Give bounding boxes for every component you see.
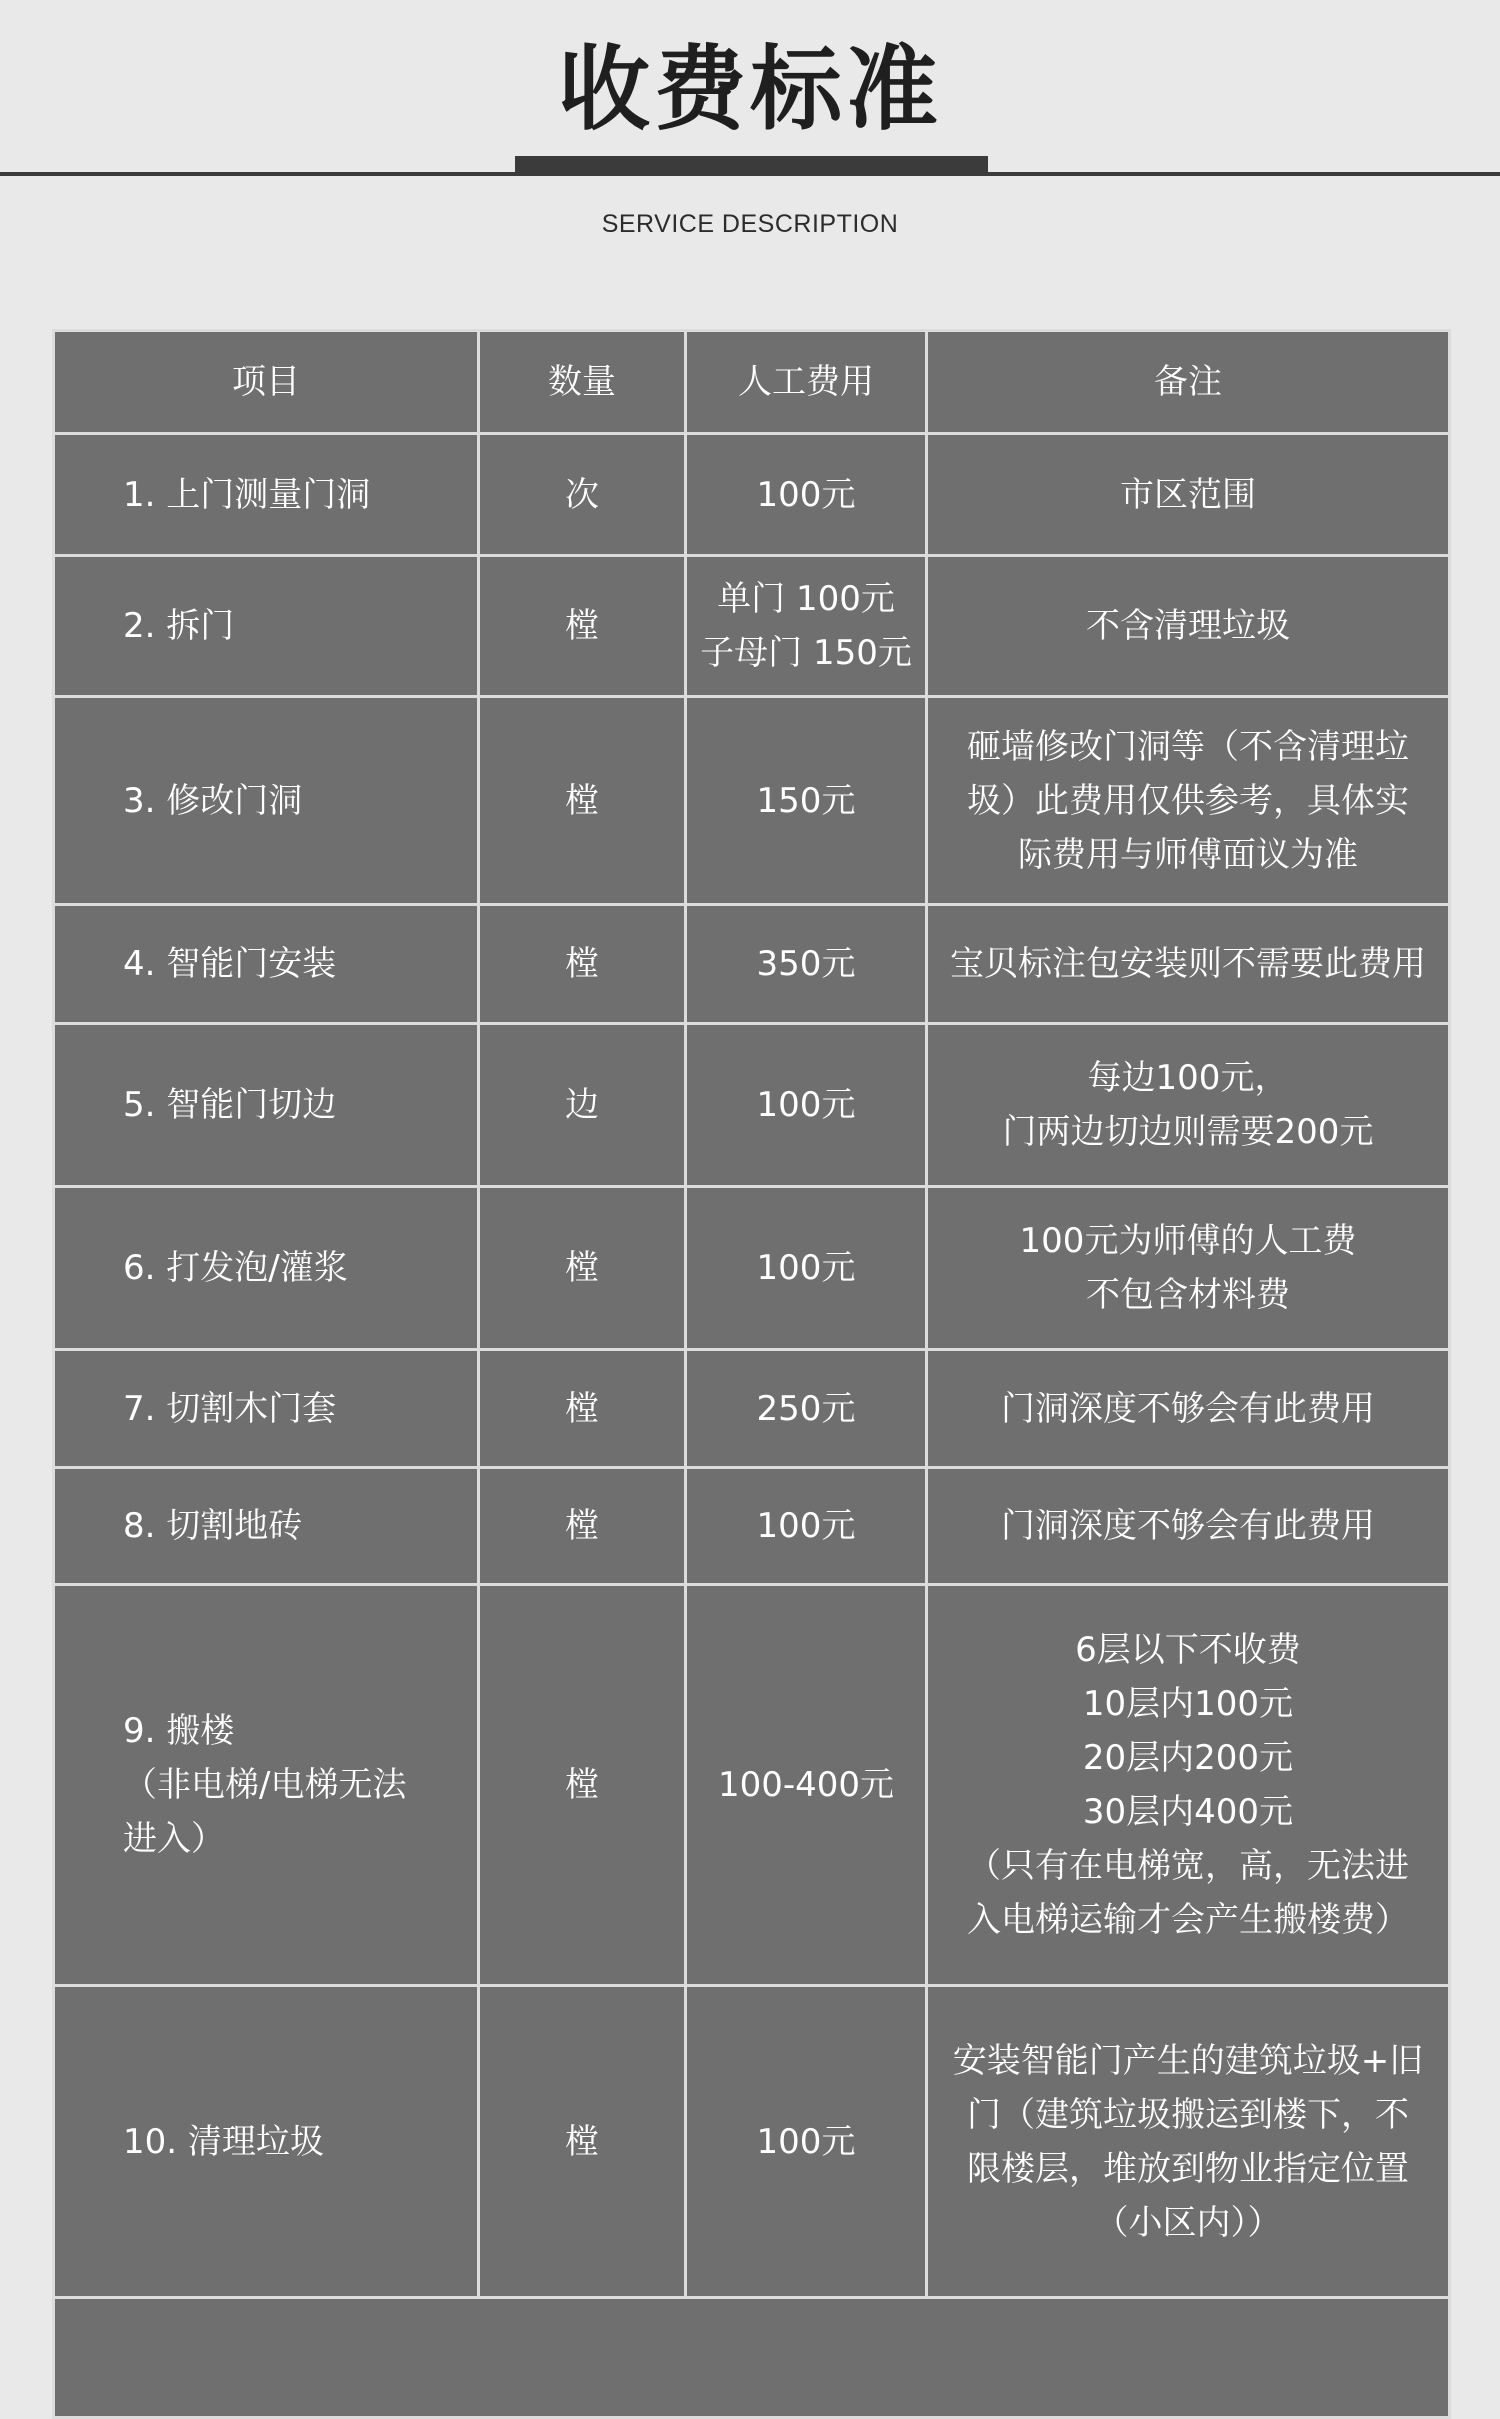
row-note-line: 际费用与师傅面议为准 (1018, 834, 1358, 875)
row-item-cell (54, 905, 479, 1024)
row-item-cell (54, 1024, 479, 1187)
row-note-line: 30层内400元 (1082, 1792, 1294, 1832)
row-fee-cell (686, 1350, 927, 1468)
row-note-line: 入电梯运输才会产生搬楼费） (967, 1900, 1409, 1940)
row-item-line: 10. 清理垃圾 (123, 2121, 324, 2162)
row-fee-cell (686, 556, 927, 697)
fee-table (52, 329, 1451, 2419)
page-subtitle: SERVICE DESCRIPTION (601, 210, 899, 238)
table-row-continuation (54, 2298, 1450, 2418)
row-note-line: 宝贝标注包安装则不需要此费用 (950, 944, 1426, 984)
table-row (54, 1468, 1450, 1585)
row-note-cell (927, 556, 1450, 697)
page-title: 收费标准 (557, 36, 942, 143)
row-item-line: 8. 切割地砖 (123, 1506, 303, 1546)
row-fee-line: 100元 (756, 1506, 856, 1546)
row-note-line: 10层内100元 (1082, 1684, 1294, 1724)
row-fee-line: 100元 (756, 1085, 856, 1125)
row-note-line: 门洞深度不够会有此费用 (1001, 1506, 1375, 1546)
row-item-line: 进入） (123, 1819, 225, 1859)
row-note-line: 门（建筑垃圾搬运到楼下，不 (967, 2094, 1409, 2135)
row-note-line: （只有在电梯宽，高，无法进 (967, 1846, 1409, 1886)
table-row (54, 697, 1450, 905)
row-quantity-cell: 樘 (479, 1350, 686, 1468)
row-fee-cell (686, 1585, 927, 1986)
row-quantity-cell: 边 (479, 1024, 686, 1187)
header-accent-bar (515, 156, 988, 174)
row-fee-cell (686, 434, 927, 556)
row-note-cell (927, 434, 1450, 556)
row-note-cell (927, 905, 1450, 1024)
row-item-cell (54, 434, 479, 556)
row-fee-line: 单门 100元 (717, 579, 895, 619)
table-row (54, 1350, 1450, 1468)
row-item-cell (54, 556, 479, 697)
row-quantity-cell: 樘 (479, 1468, 686, 1585)
row-quantity-cell: 樘 (479, 1187, 686, 1350)
row-note-cell (927, 1585, 1450, 1986)
column-header-quantity: 数量 (479, 331, 686, 434)
row-fee-line: 100元 (756, 474, 856, 515)
row-note-cell (927, 1187, 1450, 1350)
row-item-line: （非电梯/电梯无法 (123, 1765, 407, 1805)
row-quantity-cell: 次 (479, 434, 686, 556)
row-fee-line: 100元 (756, 1248, 856, 1288)
row-note-line: 砸墙修改门洞等（不含清理垃 (967, 726, 1409, 767)
column-header-note: 备注 (927, 331, 1450, 434)
row-note-line: 安装智能门产生的建筑垃圾+旧 (952, 2040, 1424, 2081)
page-header (0, 0, 1500, 260)
row-note-line: 圾）此费用仅供参考，具体实 (967, 780, 1409, 821)
row-note-line: 100元为师傅的人工费 (1019, 1221, 1357, 1261)
table-row (54, 1024, 1450, 1187)
row-quantity-cell: 樘 (479, 1585, 686, 1986)
row-item-cell (54, 697, 479, 905)
row-quantity-cell: 樘 (479, 697, 686, 905)
table-row (54, 434, 1450, 556)
row-item-line: 7. 切割木门套 (123, 1388, 337, 1429)
row-fee-line: 350元 (756, 944, 856, 984)
row-item-line: 4. 智能门安装 (123, 944, 337, 984)
column-header-item: 项目 (54, 331, 479, 434)
row-item-line: 3. 修改门洞 (123, 780, 303, 821)
row-quantity-cell: 樘 (479, 1986, 686, 2298)
row-note-cell (927, 697, 1450, 905)
row-item-line: 2. 拆门 (123, 606, 235, 646)
row-fee-cell (686, 1187, 927, 1350)
table-row (54, 905, 1450, 1024)
row-item-cell (54, 1187, 479, 1350)
row-note-cell (927, 1986, 1450, 2298)
row-fee-cell (686, 1986, 927, 2298)
column-header-labor-fee: 人工费用 (686, 331, 927, 434)
row-fee-line: 150元 (756, 780, 856, 821)
table-row (54, 1986, 1450, 2298)
table-row (54, 556, 1450, 697)
row-quantity-cell: 樘 (479, 556, 686, 697)
row-fee-cell (686, 697, 927, 905)
row-note-cell (927, 1350, 1450, 1468)
row-item-line: 9. 搬楼 (123, 1711, 235, 1751)
row-note-line: 20层内200元 (1082, 1738, 1294, 1778)
table-row (54, 1187, 1450, 1350)
row-note-cell (927, 1468, 1450, 1585)
row-note-line: （小区内）） (1094, 2202, 1282, 2243)
row-note-line: 6层以下不收费 (1075, 1630, 1301, 1670)
row-note-line: 市区范围 (1120, 474, 1256, 515)
row-item-cell (54, 1350, 479, 1468)
continuation-cell (54, 2298, 1450, 2418)
row-item-cell (54, 1468, 479, 1585)
row-note-line: 不含清理垃圾 (1086, 606, 1290, 646)
row-fee-line: 250元 (756, 1388, 856, 1429)
row-item-cell (54, 1585, 479, 1986)
row-fee-cell (686, 1468, 927, 1585)
row-note-line: 门两边切边则需要200元 (1002, 1112, 1374, 1152)
fee-table-container (52, 329, 1448, 2329)
row-quantity-cell: 樘 (479, 905, 686, 1024)
table-row (54, 1585, 1450, 1986)
row-fee-line: 100-400元 (717, 1765, 895, 1805)
row-note-cell (927, 1024, 1450, 1187)
row-note-line: 限楼层，堆放到物业指定位置 (967, 2148, 1409, 2189)
row-fee-line: 100元 (756, 2121, 856, 2162)
table-header-row (54, 331, 1450, 434)
row-item-line: 1. 上门测量门洞 (123, 474, 371, 515)
row-item-line: 5. 智能门切边 (123, 1085, 337, 1125)
row-item-line: 6. 打发泡/灌浆 (123, 1248, 348, 1288)
row-note-line: 每边100元， (1087, 1058, 1289, 1098)
row-note-line: 不包含材料费 (1086, 1275, 1290, 1315)
row-note-line: 门洞深度不够会有此费用 (1001, 1388, 1375, 1429)
row-fee-cell (686, 1024, 927, 1187)
row-fee-cell (686, 905, 927, 1024)
row-fee-line: 子母门 150元 (700, 633, 912, 673)
row-item-cell (54, 1986, 479, 2298)
